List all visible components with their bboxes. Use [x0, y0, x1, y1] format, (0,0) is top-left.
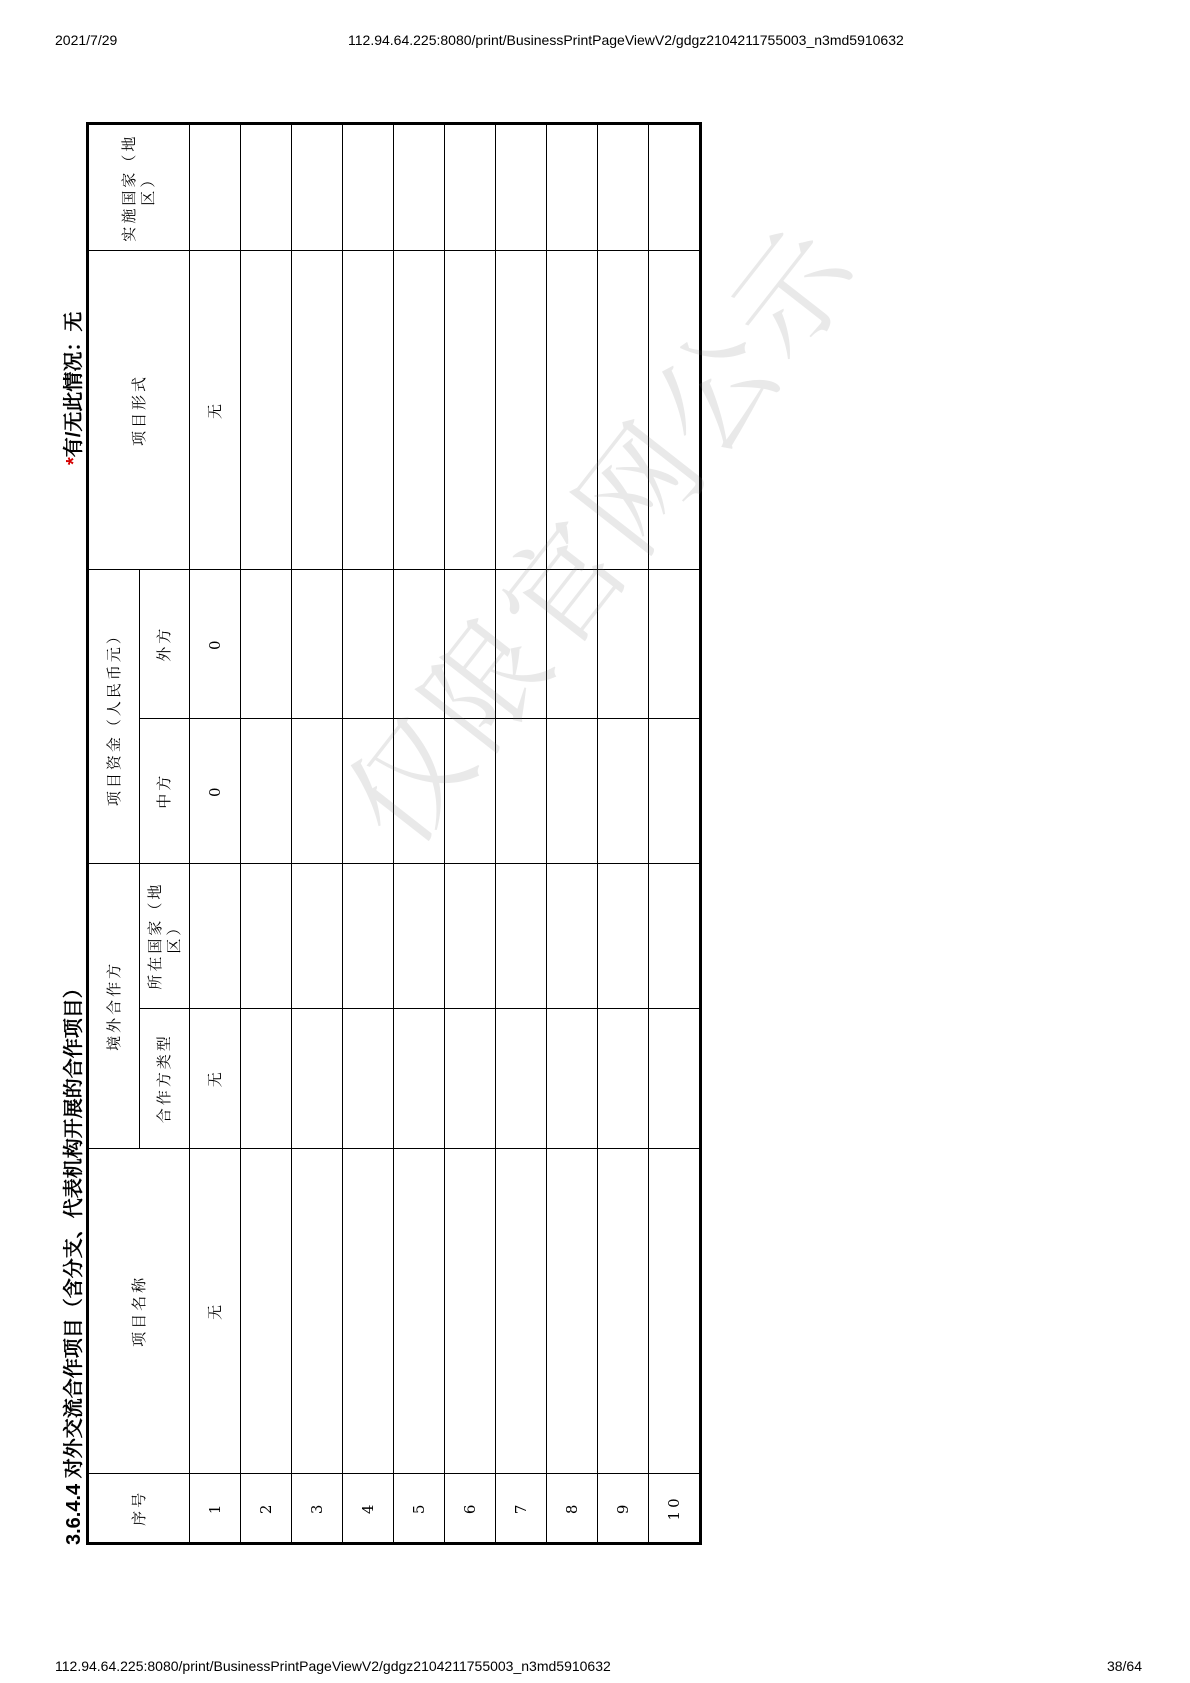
header-partner-country: 所在国家（地区） — [140, 863, 190, 1008]
cell-foreign-side — [343, 569, 394, 718]
header-foreign-side: 外方 — [140, 569, 190, 718]
cell-impl-country — [547, 124, 598, 251]
cell-foreign-side — [445, 569, 496, 718]
cell-project-name — [496, 1148, 547, 1473]
cell-partner-country — [190, 863, 241, 1008]
cell-foreign-side — [241, 569, 292, 718]
section-title: 3.6.4.4 对外交流合作项目（含分支、代表机构开展的合作项目） — [63, 978, 85, 1545]
cell-seq: 2 — [241, 1473, 292, 1543]
table-row — [394, 124, 445, 1544]
cell-chinese-side — [598, 718, 649, 863]
cell-seq: 6 — [445, 1473, 496, 1543]
cell-partner-country — [343, 863, 394, 1008]
cell-seq: 4 — [343, 1473, 394, 1543]
header-partner-type: 合作方类型 — [140, 1008, 190, 1148]
cell-chinese-side — [445, 718, 496, 863]
cell-partner-type — [343, 1008, 394, 1148]
cell-partner-country — [292, 863, 343, 1008]
header-seq: 序号 — [88, 1473, 190, 1543]
cell-foreign-side: 0 — [190, 569, 241, 718]
cell-partner-type — [445, 1008, 496, 1148]
cell-foreign-side — [394, 569, 445, 718]
table-row — [343, 124, 394, 1544]
cell-project-name — [649, 1148, 701, 1473]
cell-foreign-side — [598, 569, 649, 718]
cell-project-name — [445, 1148, 496, 1473]
cell-partner-type — [496, 1008, 547, 1148]
page-number: 38/64 — [1106, 1658, 1142, 1674]
cell-partner-country — [241, 863, 292, 1008]
table-row — [241, 124, 292, 1544]
print-date: 2021/7/29 — [55, 32, 118, 48]
watermark: 仅限官网公示 — [320, 199, 888, 871]
header-project-form: 项目形式 — [88, 251, 190, 569]
cell-project-name — [394, 1148, 445, 1473]
cell-chinese-side: 0 — [190, 718, 241, 863]
cell-chinese-side — [241, 718, 292, 863]
cell-partner-type — [292, 1008, 343, 1148]
cell-foreign-side — [292, 569, 343, 718]
table-row — [649, 124, 701, 1544]
cell-impl-country — [292, 124, 343, 251]
table-row — [547, 124, 598, 1544]
cell-partner-type — [598, 1008, 649, 1148]
cell-impl-country — [343, 124, 394, 251]
cell-foreign-side — [496, 569, 547, 718]
cell-chinese-side — [292, 718, 343, 863]
table-row — [292, 124, 343, 1544]
cell-project-name — [343, 1148, 394, 1473]
status-value: 无 — [63, 311, 85, 332]
table-row — [598, 124, 649, 1544]
cell-partner-type: 无 — [190, 1008, 241, 1148]
cell-impl-country — [649, 124, 701, 251]
table-row — [190, 124, 241, 1544]
cell-project-form — [241, 251, 292, 569]
cell-project-form: 无 — [190, 251, 241, 569]
cell-impl-country — [496, 124, 547, 251]
table-row — [496, 124, 547, 1544]
cell-project-form — [547, 251, 598, 569]
header-impl-country: 实施国家（地区） — [88, 124, 190, 251]
cell-impl-country — [598, 124, 649, 251]
required-star: * — [63, 457, 85, 465]
cell-project-form — [394, 251, 445, 569]
cell-project-name — [598, 1148, 649, 1473]
header-funds-group: 项目资金（人民币元） — [88, 569, 140, 863]
cell-chinese-side — [496, 718, 547, 863]
cell-project-name — [547, 1148, 598, 1473]
cell-partner-country — [394, 863, 445, 1008]
print-url: 112.94.64.225:8080/print/BusinessPrintPageViewV2/gdgz2104211755003_n3md5910632 — [348, 32, 904, 48]
cell-foreign-side — [547, 569, 598, 718]
footer-url: 112.94.64.225:8080/print/BusinessPrintPageViewV2/gdgz2104211755003_n3md5910632 — [55, 1658, 611, 1674]
cell-seq: 7 — [496, 1473, 547, 1543]
cell-foreign-side — [649, 569, 701, 718]
table-row — [445, 124, 496, 1544]
cell-partner-country — [649, 863, 701, 1008]
cell-chinese-side — [547, 718, 598, 863]
cell-seq: 1 — [190, 1473, 241, 1543]
cell-seq: 8 — [547, 1473, 598, 1543]
rotated-page-content — [60, 85, 750, 1545]
cell-project-name — [241, 1148, 292, 1473]
cell-seq: 9 — [598, 1473, 649, 1543]
cell-project-form — [343, 251, 394, 569]
cell-project-form — [445, 251, 496, 569]
status-indicator — [60, 312, 88, 465]
cell-project-form — [292, 251, 343, 569]
cell-chinese-side — [649, 718, 701, 863]
cell-partner-type — [649, 1008, 701, 1148]
cell-partner-country — [547, 863, 598, 1008]
cell-partner-type — [547, 1008, 598, 1148]
cooperation-projects-table — [86, 122, 702, 1545]
cell-seq: 10 — [649, 1473, 701, 1543]
cell-chinese-side — [394, 718, 445, 863]
cell-impl-country — [394, 124, 445, 251]
cell-partner-type — [241, 1008, 292, 1148]
cell-impl-country — [445, 124, 496, 251]
cell-partner-country — [445, 863, 496, 1008]
cell-project-name: 无 — [190, 1148, 241, 1473]
cell-project-name — [292, 1148, 343, 1473]
cell-partner-country — [496, 863, 547, 1008]
cell-seq: 5 — [394, 1473, 445, 1543]
cell-project-form — [496, 251, 547, 569]
header-chinese-side: 中方 — [140, 718, 190, 863]
cell-partner-type — [394, 1008, 445, 1148]
status-label: 有/无此情况： — [63, 331, 85, 458]
header-partner-group: 境外合作方 — [88, 863, 140, 1148]
cell-project-form — [649, 251, 701, 569]
cell-impl-country — [241, 124, 292, 251]
cell-seq: 3 — [292, 1473, 343, 1543]
cell-chinese-side — [343, 718, 394, 863]
cell-impl-country — [190, 124, 241, 251]
cell-project-form — [598, 251, 649, 569]
header-project-name: 项目名称 — [88, 1148, 190, 1473]
cell-partner-country — [598, 863, 649, 1008]
